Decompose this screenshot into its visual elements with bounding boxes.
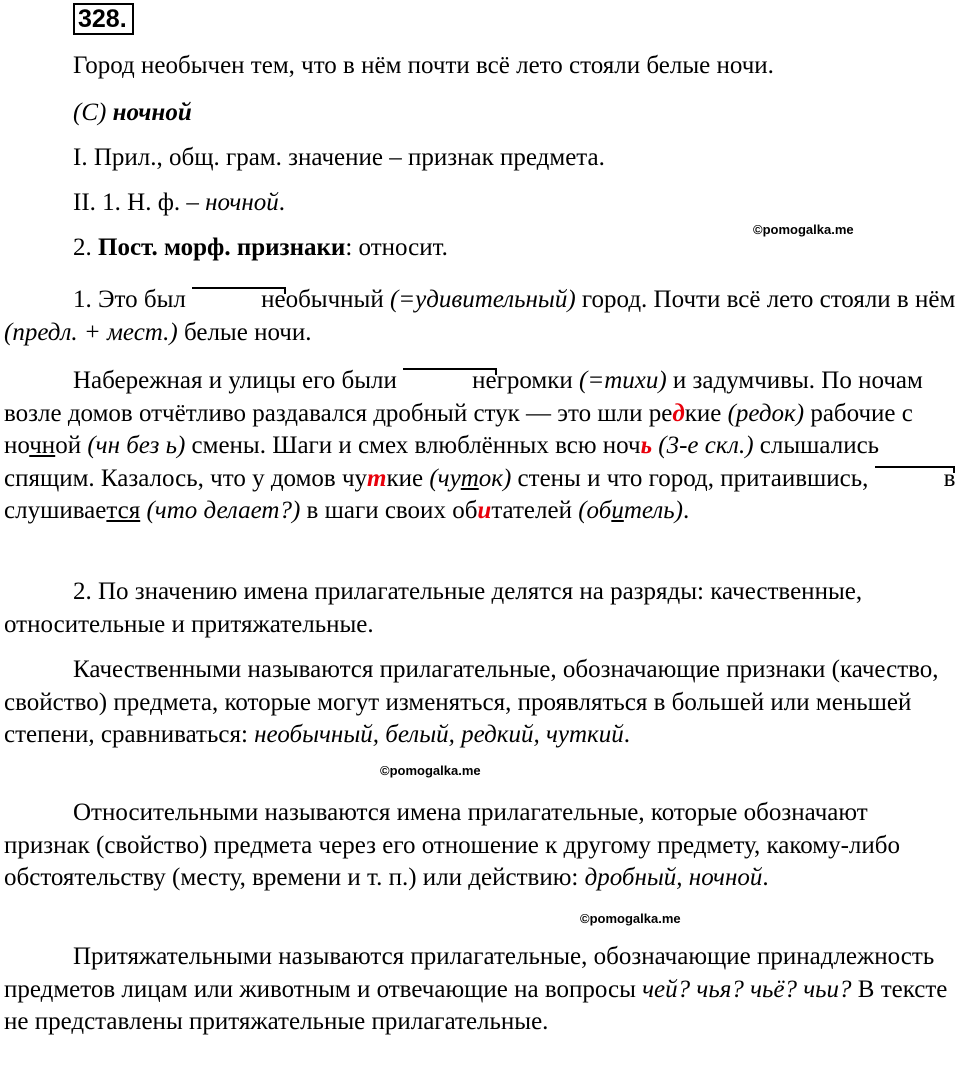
- qualitative-paragraph: Качественными называются прилагательные, обозначающие признаки (качество, свойство) предмета, которые могут изменяться, проявляться в большей или меньшей степени, сравниваться: необычный, белый, редкий, чуткий.: [4, 656, 939, 749]
- heading-marker: (С): [73, 99, 107, 126]
- relative-paragraph: Относительными называются имена прилагательные, которые обозначают признак (свойство) предмета через его отношение к другому предмету, какому-либо обстоятельству (месту, времени и т. п.) или действию: дробный, ночной.: [4, 799, 900, 892]
- task-2-paragraph: 2. По значению имена прилагательные делятся на разряды: качественные, относительные и притяжательные.: [4, 578, 863, 638]
- watermark: ©pomogalka.me: [580, 911, 681, 926]
- prefix-mark: не: [192, 284, 285, 317]
- analysis-part-2: II. 1. Н. ф. – ночной.: [73, 189, 285, 216]
- analysis-part-1: I. Прил., общ. грам. значение – признак предмета.: [73, 144, 605, 171]
- edited-text-paragraph-1: 1. Это был необычный (=удивительный) город. Почти всё лето стояли в нём (предл. + мест.) белые ночи.: [4, 286, 956, 346]
- analysis-heading: [4, 97, 960, 129]
- relative-examples: дробный, ночной: [584, 864, 763, 892]
- spelling-highlight: д: [672, 399, 685, 427]
- spelling-highlight: т: [367, 464, 387, 492]
- analysis-part-3: 2. Пост. морф. признаки: относит.: [73, 234, 448, 261]
- watermark: ©pomogalka.me: [753, 222, 854, 237]
- watermark: ©pomogalka.me: [380, 763, 481, 778]
- possessive-paragraph: Притяжательными называются прилагательные, обозначающие принадлежность предметов лицам или животным и отвечающие на вопросы чей? чья? чьё? чьи? В тексте не представлены притяжательные прилагательные.: [4, 943, 948, 1036]
- prefix-mark: в: [875, 463, 956, 496]
- sentence-line: Город необычен тем, что в нём почти всё лето стояли белые ночи.: [73, 52, 774, 79]
- constant-features-label: Пост. морф. признаки: [98, 234, 346, 261]
- possessive-questions: чей? чья? чьё? чьи?: [642, 975, 852, 1003]
- qualitative-examples: необычный, белый, редкий, чуткий: [254, 721, 624, 749]
- exercise-number: 328.: [73, 3, 134, 35]
- spelling-underline: и: [611, 497, 624, 525]
- spelling-highlight: и: [477, 497, 492, 525]
- spelling-underline: чн: [29, 432, 56, 460]
- spelling-underline: т: [460, 464, 479, 492]
- initial-form: ночной: [205, 189, 279, 216]
- spelling-highlight: ь: [640, 432, 653, 460]
- prefix-mark: не: [403, 365, 496, 398]
- heading-word: ночной: [112, 99, 192, 126]
- edited-text-paragraph-2: Набережная и улицы его были негромки (=тихи) и задумчивы. По ночам возле домов отчётливо раздавался дробный стук — это шли редкие (редок) рабочие с ночной (чн без ь) смены. Шаги и смех влюблённых всю ночь (3-е скл.) слышались спящим. Казалось, что у домов чуткие (чуток) стены и что город, притаившись, вслушивается (что делает?) в шаги своих обитателей (обитель).: [4, 367, 956, 525]
- spelling-underline: тся: [106, 497, 141, 525]
